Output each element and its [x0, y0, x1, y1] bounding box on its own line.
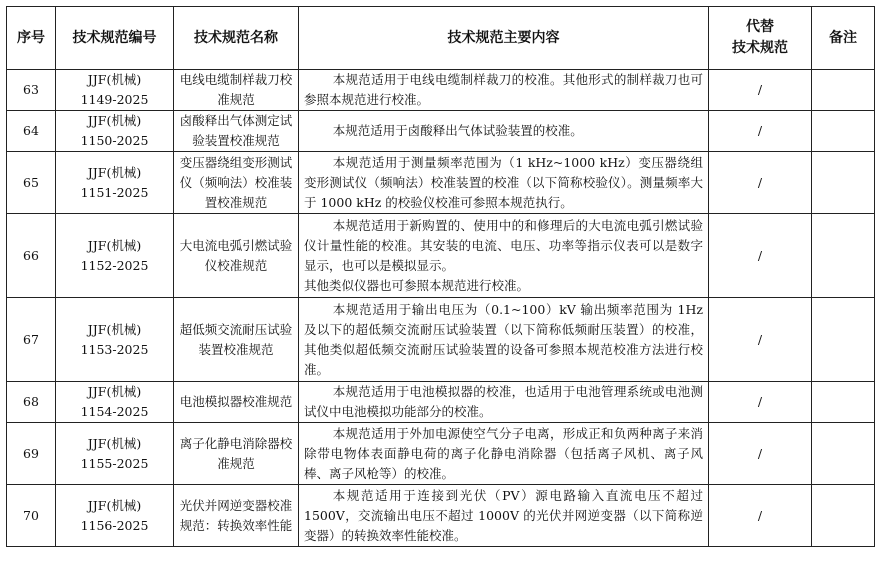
seq-cell: 67 — [7, 298, 56, 382]
remark-cell — [812, 423, 875, 485]
spec-content-text: 本规范适用于卤酸释出气体试验装置的校准。 — [332, 123, 583, 138]
spec-code-line2: 1152-2025 — [80, 257, 149, 273]
spec-content-extra: 其他类似仪器也可参照本规范进行校准。 — [304, 277, 530, 293]
seq-cell: 66 — [7, 214, 56, 298]
spec-content-text: 本规范适用于电池模拟器的校准，也适用于电池管理系统或电池测试仪中电池模拟功能部分的校准。 — [304, 384, 703, 419]
spec-code-line2: 1150-2025 — [80, 133, 149, 148]
spec-code-line2: 1156-2025 — [80, 517, 149, 533]
replace-cell: / — [709, 70, 812, 111]
header-replace-line2: 技术规范 — [732, 40, 788, 56]
header-replace-line1: 代替 — [746, 19, 774, 35]
table-row — [7, 152, 875, 214]
spec-code-line1: JJF(机械) — [87, 164, 142, 180]
spec-code-line1: JJF(机械) — [87, 72, 142, 87]
spec-content-text: 本规范适用于电线电缆制样裁刀的校准。其他形式的制样裁刀也可参照本规范进行校准。 — [304, 72, 703, 107]
spec-content-cell — [299, 298, 709, 382]
spec-content-text: 本规范适用于测量频率范围为（1 kHz~1000 kHz）变压器绕组变形测试仪（频响法）校准装置的校准（以下简称校验仪）。测量频率大于 1000 kHz 的校验仪校准可参照本规范执行。 — [304, 154, 703, 210]
remark-cell — [812, 111, 875, 152]
spec-code-cell — [56, 214, 174, 298]
remark-cell — [812, 382, 875, 423]
spec-name-cell: 电线电缆制样裁刀校准规范 — [174, 70, 299, 111]
header-name: 技术规范名称 — [174, 7, 299, 70]
spec-code-line1: JJF(机械) — [87, 237, 142, 253]
replace-cell: / — [709, 423, 812, 485]
spec-content-cell — [299, 70, 709, 111]
seq-cell: 63 — [7, 70, 56, 111]
seq-cell: 64 — [7, 111, 56, 152]
spec-code-cell — [56, 423, 174, 485]
spec-name-cell: 变压器绕组变形测试仪（频响法）校准装置校准规范 — [174, 152, 299, 214]
seq-cell: 70 — [7, 485, 56, 547]
table-header-row — [7, 7, 875, 70]
replace-cell: / — [709, 382, 812, 423]
remark-cell — [812, 298, 875, 382]
spec-content-cell — [299, 152, 709, 214]
spec-code-cell — [56, 111, 174, 152]
spec-content-cell — [299, 111, 709, 152]
header-content: 技术规范主要内容 — [299, 7, 709, 70]
spec-code-line1: JJF(机械) — [87, 497, 142, 513]
replace-cell: / — [709, 152, 812, 214]
spec-code-cell — [56, 382, 174, 423]
spec-name-cell: 超低频交流耐压试验装置校准规范 — [174, 298, 299, 382]
table-body — [7, 70, 875, 547]
header-code: 技术规范编号 — [56, 7, 174, 70]
table-row — [7, 70, 875, 111]
replace-cell: / — [709, 111, 812, 152]
spec-content-text: 本规范适用于新购置的、使用中的和修理后的大电流电弧引燃试验仪计量性能的校准。其安装的电流、电压、功率等指示仪表可以是数字显示，也可以是模拟显示。 — [304, 217, 703, 273]
spec-content-text: 本规范适用于输出电压为（0.1~100）kV 输出频率范围为 1Hz 及以下的超低频交流耐压试验装置（以下简称低频耐压装置）的校准，其他类似超低频交流耐压试验装置的设备可参照本规范校准方法进行校准。 — [304, 301, 703, 377]
standards-table — [6, 6, 875, 547]
spec-name-cell: 大电流电弧引燃试验仪校准规范 — [174, 214, 299, 298]
spec-code-cell — [56, 485, 174, 547]
spec-name-cell: 卤酸释出气体测定试验装置校准规范 — [174, 111, 299, 152]
seq-cell: 68 — [7, 382, 56, 423]
spec-name-cell: 电池模拟器校准规范 — [174, 382, 299, 423]
remark-cell — [812, 70, 875, 111]
spec-content-cell — [299, 214, 709, 298]
table-row — [7, 214, 875, 298]
replace-cell: / — [709, 298, 812, 382]
spec-code-line1: JJF(机械) — [87, 435, 142, 451]
spec-content-cell — [299, 485, 709, 547]
spec-code-line2: 1155-2025 — [80, 455, 149, 471]
spec-content-cell — [299, 423, 709, 485]
remark-cell — [812, 214, 875, 298]
header-seq: 序号 — [7, 7, 56, 70]
seq-cell: 69 — [7, 423, 56, 485]
spec-code-cell — [56, 70, 174, 111]
spec-name-cell: 光伏并网逆变器校准规范：转换效率性能 — [174, 485, 299, 547]
table-row — [7, 298, 875, 382]
spec-code-line1: JJF(机械) — [87, 113, 142, 128]
spec-content-cell — [299, 382, 709, 423]
table-row — [7, 485, 875, 547]
header-replace — [709, 7, 812, 70]
spec-code-line2: 1151-2025 — [80, 184, 149, 200]
spec-code-cell — [56, 298, 174, 382]
table-row — [7, 382, 875, 423]
header-remark: 备注 — [812, 7, 875, 70]
spec-code-cell — [56, 152, 174, 214]
spec-code-line2: 1153-2025 — [80, 341, 149, 357]
replace-cell: / — [709, 485, 812, 547]
remark-cell — [812, 485, 875, 547]
table-row — [7, 423, 875, 485]
spec-code-line2: 1149-2025 — [80, 92, 149, 107]
spec-code-line1: JJF(机械) — [87, 384, 142, 399]
remark-cell — [812, 152, 875, 214]
seq-cell: 65 — [7, 152, 56, 214]
table-row — [7, 111, 875, 152]
spec-content-text: 本规范适用于外加电源使空气分子电离，形成正和负两种离子来消除带电物体表面静电荷的离子化静电消除器（包括离子风机、离子风棒、离子风枪等）的校准。 — [304, 425, 703, 481]
spec-content-text: 本规范适用于连接到光伏（PV）源电路输入直流电压不超过 1500V，交流输出电压不超过 1000V 的光伏并网逆变器（以下简称逆变器）的转换效率性能校准。 — [304, 487, 703, 543]
spec-name-cell: 离子化静电消除器校准规范 — [174, 423, 299, 485]
spec-code-line2: 1154-2025 — [80, 404, 149, 419]
replace-cell: / — [709, 214, 812, 298]
spec-code-line1: JJF(机械) — [87, 321, 142, 337]
